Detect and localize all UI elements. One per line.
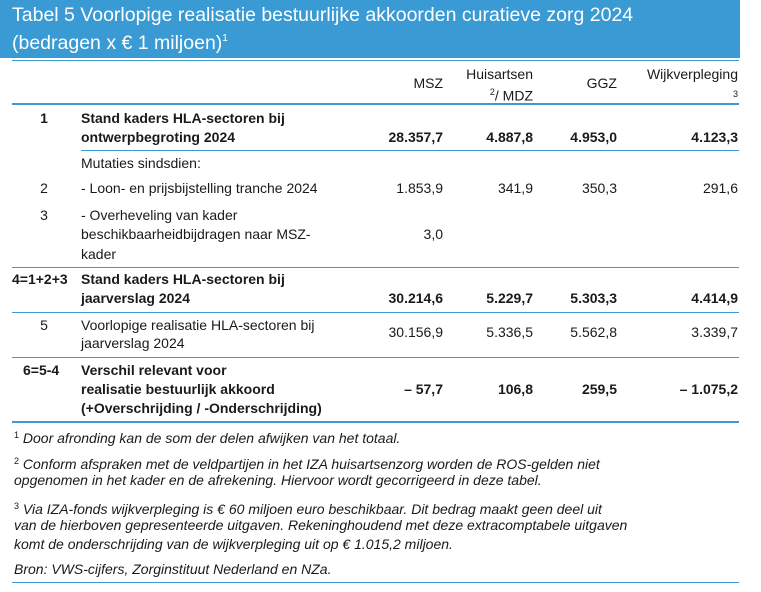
- row-label: ontwerpbegroting 2024: [81, 129, 236, 145]
- cell-wijkverpleging: 291,6: [702, 180, 738, 196]
- footnote-3-cont: van de hierboven gepresenteerde uitgaven. Rekeninghoudend met deze extracomptabele uitgaven: [14, 517, 628, 533]
- col-header-ggz: GGZ: [586, 75, 617, 91]
- cell-huisartsen: 5.229,7: [486, 290, 533, 306]
- cell-msz: – 57,7: [404, 381, 443, 397]
- source-note: Bron: VWS-cijfers, Zorginstituut Nederland en NZa.: [14, 561, 332, 577]
- row-label: Stand kaders HLA-sectoren bij: [81, 271, 285, 287]
- title-footnote-ref: 1: [222, 33, 228, 44]
- huisartsen-footnote-ref: 2: [489, 87, 495, 97]
- row-number: 3: [40, 207, 48, 223]
- row-label: - Loon- en prijsbijstelling tranche 2024: [81, 180, 318, 196]
- row-number: 2: [40, 180, 48, 196]
- cell-wijkverpleging: 3.339,7: [691, 324, 738, 340]
- table-title-bar: [0, 0, 740, 58]
- cell-huisartsen: 5.336,5: [486, 324, 533, 340]
- footnote-1: $^1$ Door afronding kan de som der delen afwijken van het totaal.: [14, 430, 401, 446]
- footnote-2-cont: opgenomen in het kader en de afrekening. Hiervoor wordt gecorrigeerd in deze tabel.: [14, 472, 542, 488]
- table-bottom-rule: [12, 421, 739, 423]
- cell-ggz: 5.303,3: [570, 290, 617, 306]
- header-bottom-rule: [12, 103, 739, 105]
- table-subtitle: (bedragen x € 1 miljoen)$^1$: [12, 32, 228, 54]
- row-number: 4=1+2+3: [12, 271, 68, 287]
- cell-wijkverpleging: 4.414,9: [691, 290, 738, 306]
- row-divider: [12, 312, 739, 313]
- row-label: - Overheveling van kader: [81, 207, 238, 223]
- cell-msz: 28.357,7: [388, 129, 443, 145]
- row-number: 6=5-4: [23, 362, 60, 378]
- row-label: Voorlopige realisatie HLA-sectoren bij: [81, 317, 315, 333]
- table-title: Tabel 5 Voorlopige realisatie bestuurlijke akkoorden curatieve zorg 2024: [12, 4, 634, 26]
- header-top-rule: [12, 60, 739, 61]
- footnote-2: $^2$ Conform afspraken met de veldpartijen in het IZA huisartsenzorg worden de ROS-gelden niet: [14, 456, 600, 472]
- row-divider: [12, 267, 739, 268]
- cell-wijkverpleging: 4.123,3: [691, 129, 738, 145]
- row-number: 5: [40, 317, 48, 333]
- cell-ggz: 259,5: [581, 381, 617, 397]
- footer-rule: [12, 582, 739, 583]
- row-label: (+Overschrijding / -Onderschrijding): [81, 400, 322, 416]
- row-number: 1: [40, 110, 48, 126]
- cell-wijkverpleging: – 1.075,2: [679, 381, 738, 397]
- cell-msz: 30.156,9: [388, 324, 443, 340]
- cell-msz: 3,0: [423, 226, 443, 242]
- row-label: Stand kaders HLA-sectoren bij: [81, 110, 285, 126]
- col-header-wijkverpleging: Wijkverpleging: [646, 66, 738, 82]
- row-label: realisatie bestuurlijk akkoord: [81, 381, 275, 397]
- row-label: kader: [81, 246, 117, 262]
- col-header-huisartsen-mdz: $^2$/ MDZ: [489, 87, 533, 104]
- row-label: Verschil relevant voor: [81, 362, 227, 378]
- col-header-huisartsen: Huisartsen: [466, 66, 533, 82]
- row-label: jaarverslag 2024: [81, 290, 190, 306]
- cell-ggz: 350,3: [581, 180, 617, 196]
- cell-huisartsen: 4.887,8: [486, 129, 533, 145]
- cell-ggz: 4.953,0: [570, 129, 617, 145]
- cell-huisartsen: 106,8: [497, 381, 533, 397]
- cell-msz: 30.214,6: [388, 290, 443, 306]
- footnote-3: $^3$ Via IZA-fonds wijkverpleging is € 60 miljoen euro beschikbaar. Dit bedrag maakt geen deel uit: [14, 501, 602, 517]
- row-divider: [12, 357, 739, 358]
- col-header-msz: MSZ: [413, 75, 443, 91]
- wijkverpleging-footnote-ref: 3: [732, 89, 738, 99]
- cell-huisartsen: 341,9: [497, 180, 533, 196]
- footnote-3-cont: komt de onderschrijding van de wijkverpleging uit op € 1.015,2 miljoen.: [14, 536, 453, 552]
- row-divider: [81, 150, 739, 151]
- row-label: jaarverslag 2024: [81, 335, 185, 351]
- row-label: beschikbaarheidbijdragen naar MSZ-: [81, 226, 311, 242]
- cell-ggz: 5.562,8: [570, 324, 617, 340]
- section-label-mutaties: Mutaties sindsdien:: [81, 155, 201, 171]
- cell-msz: 1.853,9: [396, 180, 443, 196]
